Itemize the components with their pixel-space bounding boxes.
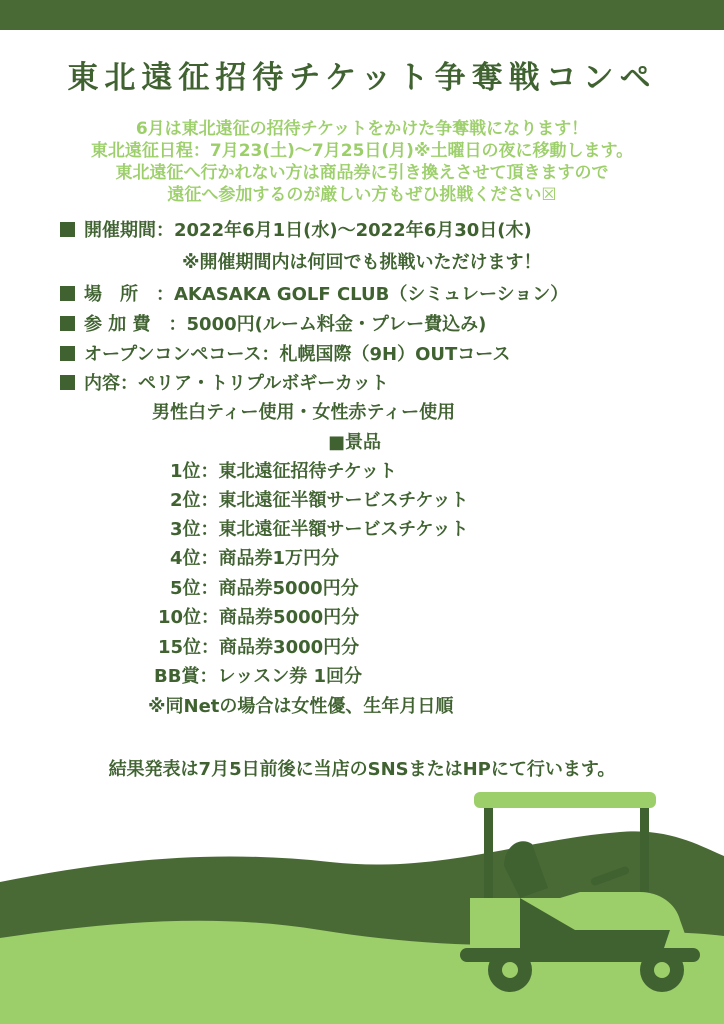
- period-text: 開催期間：2022年6月1日(水)〜2022年6月30日(木): [84, 220, 532, 241]
- period-row: [60, 216, 532, 242]
- intro-line-3: 東北遠征へ行かれない方は商品券に引き換えさせて頂きますので: [115, 163, 609, 183]
- prize-10: 10位：商品券5000円分: [158, 607, 360, 628]
- top-banner-bar: [0, 0, 724, 30]
- course-row: [60, 340, 510, 366]
- bullet-square-icon: [60, 375, 75, 390]
- prize-2: 2位：東北遠征半額サービスチケット: [170, 490, 469, 511]
- prize-1: 1位：東北遠征招待チケット: [170, 461, 397, 482]
- prizes-heading: ■景品: [328, 432, 382, 453]
- page-title: 東北遠征招待チケット争奪戦コンペ: [67, 60, 657, 96]
- intro-line-1: 6月は東北遠征の招待チケットをかけた争奪戦になります！: [135, 119, 589, 139]
- fee-row: [60, 310, 486, 336]
- venue-row: [60, 280, 568, 306]
- tees-text: 男性白ティー使用・女性赤ティー使用: [152, 402, 456, 423]
- intro-line-2: 東北遠征日程：7月23(土)〜7月25日(月)※土曜日の夜に移動します。: [90, 141, 634, 161]
- content-text: 内容：ペリア・トリプルボギーカット: [84, 373, 389, 394]
- prize-15: 15位：商品券3000円分: [158, 637, 360, 658]
- bullet-square-icon: [60, 286, 75, 301]
- bullet-square-icon: [60, 222, 75, 237]
- intro-text: [0, 118, 724, 206]
- prize-3: 3位：東北遠征半額サービスチケット: [170, 519, 469, 540]
- period-note: ※開催期間内は何回でも挑戦いただけます！: [182, 252, 542, 273]
- bullet-square-icon: [60, 346, 75, 361]
- results-announcement: 結果発表は7月5日前後に当店のSNSまたはHPにて行います。: [108, 759, 616, 780]
- prize-bb: BB賞：レッスン券 1回分: [154, 666, 363, 687]
- bullet-square-icon: [60, 316, 75, 331]
- prize-4: 4位：商品券1万円分: [170, 548, 340, 569]
- golf-course-illustration: [0, 780, 724, 1024]
- content-row: [60, 369, 389, 395]
- prize-5: 5位：商品券5000円分: [170, 578, 359, 599]
- venue-text: 場 所 ：AKASAKA GOLF CLUB（シミュレーション）: [84, 284, 569, 305]
- fee-text: 参 加 費 ：5000円(ルーム料金・プレー費込み): [84, 314, 487, 335]
- course-text: オープンコンペコース：札幌国際（9H）OUTコース: [84, 344, 511, 365]
- tie-note: ※同Netの場合は女性優、生年月日順: [148, 696, 454, 717]
- intro-line-4: 遠征へ参加するのが厳しい方もぜひ挑戦ください☒: [167, 185, 557, 205]
